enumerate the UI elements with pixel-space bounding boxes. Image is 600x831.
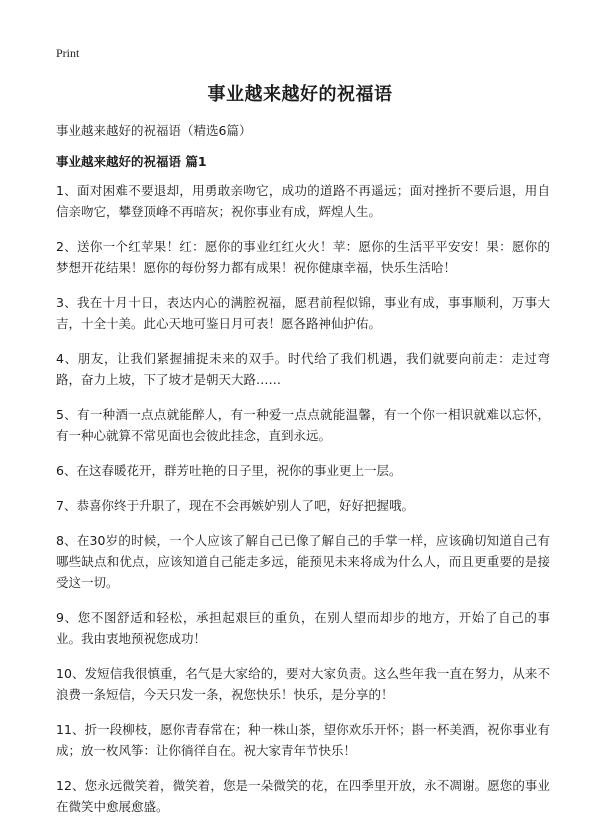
list-item: 6、在这春暖花开，群芳吐艳的日子里，祝你的事业更上一层。: [56, 463, 402, 478]
list-item: 3、我在十月十日，表达内心的满腔祝福，愿君前程似锦，事业有成，事事顺利，万事大吉，十全十美。此心天地可鉴日月可表！愿各路神仙护佑。: [56, 295, 550, 331]
print-link[interactable]: Print: [56, 46, 80, 60]
document-subtitle: 事业越来越好的祝福语（精选6篇）: [56, 123, 252, 138]
list-item: 5、有一种酒一点点就能醉人，有一种爱一点点就能温馨，有一个你一相识就难以忘怀，有一种心就算不常见面也会彼此挂念，直到永远。: [56, 407, 550, 443]
list-item: 1、面对困难不要退却，用勇敢亲吻它，成功的道路不再遥远；面对挫折不要后退，用自信亲吻它，攀登顶峰不再暗灰；祝你事业有成，辉煌人生。: [56, 183, 550, 219]
blessing-list: [56, 180, 550, 831]
list-item: 12、您永远微笑着，微笑着，您是一朵微笑的花，在四季里开放，永不凋谢。愿您的事业在微笑中愈展愈盛。: [56, 778, 550, 814]
list-item: 11、折一段柳枝，愿你青春常在；种一株山茶，望你欢乐开怀；斟一杯美酒，祝你事业有成；放一枚风筝：让你徜徉自在。祝大家青年节快乐！: [56, 722, 550, 758]
list-item: 10、发短信我很慎重，名气是大家给的，要对大家负责。这么些年我一直在努力，从来不浪费一条短信，今天只发一条，祝您快乐！快乐，是分享的！: [56, 666, 550, 702]
page-title: 事业越来越好的祝福语: [207, 84, 393, 105]
list-item: 8、在30岁的时候，一个人应该了解自己已像了解自己的手掌一样，应该确切知道自己有哪些缺点和优点，应该知道自己能走多远，能预见未来将成为什么人，而且更重要的是接受这一切。: [56, 533, 550, 590]
list-item: 4、朋友，让我们紧握捕捉未来的双手。时代给了我们机遇，我们就要向前走：走过弯路，奋力上坡，下了坡才是朝天大路……: [56, 351, 550, 387]
list-item: 9、您不图舒适和轻松，承担起艰巨的重负，在别人望而却步的地方，开始了自己的事业。我由衷地预祝您成功！: [56, 610, 550, 646]
section-heading: 事业越来越好的祝福语 篇1: [56, 154, 207, 169]
list-item: 2、送你一个红苹果！红：愿你的事业红红火火！苹：愿你的生活平平安安！果：愿你的梦想开花结果！愿你的每份努力都有成果！祝你健康幸福，快乐生活哈！: [56, 239, 550, 275]
list-item: 7、恭喜你终于升职了，现在不会再嫉妒别人了吧，好好把握哦。: [56, 498, 414, 513]
